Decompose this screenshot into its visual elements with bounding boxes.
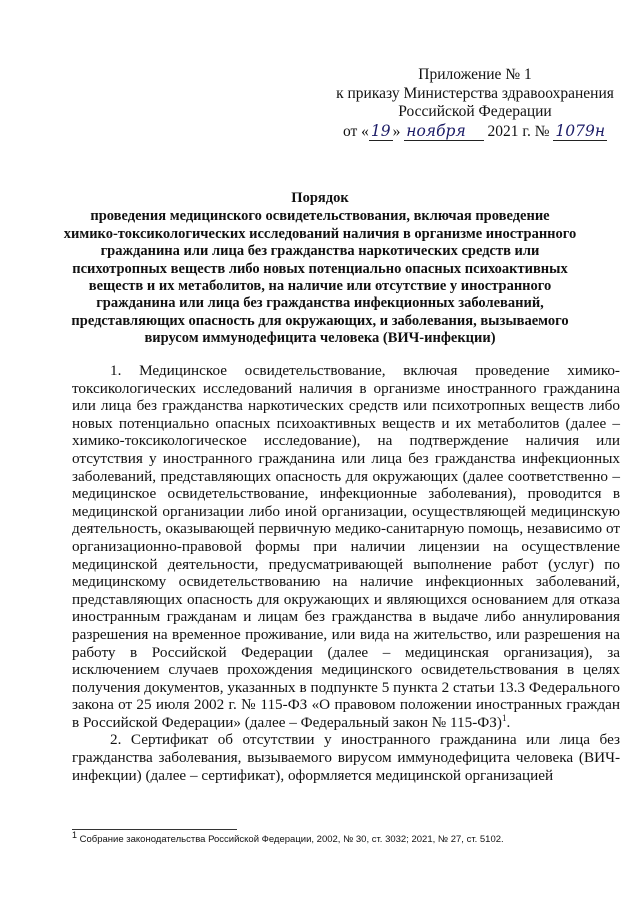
order-reference: к приказу Министерства здравоохранения bbox=[336, 84, 614, 102]
handwritten-day: 19 bbox=[370, 121, 391, 140]
title-line: гражданина или лица без гражданства инфекционных заболеваний, bbox=[96, 295, 544, 312]
title-word: Порядок bbox=[291, 190, 349, 206]
title-line: представляющих опасность для окружающих, и заболевания, вызываемого bbox=[71, 312, 569, 329]
title-line: гражданина или лица без гражданства наркотических средств или bbox=[100, 243, 540, 260]
footnote-marker: 1 bbox=[72, 829, 78, 840]
title-line: психотропных веществ либо новых потенциально опасных психоактивных bbox=[72, 260, 568, 277]
date-mid: » bbox=[392, 122, 401, 140]
document-body bbox=[72, 362, 620, 784]
title-line: веществ и их метаболитов, на наличие или отсутствие у иностранного bbox=[88, 278, 552, 295]
handwritten-order-number: 1079н bbox=[555, 121, 606, 140]
order-date-line bbox=[310, 122, 640, 142]
title-line: проведения медицинского освидетельствования, включая проведение bbox=[90, 208, 550, 225]
paragraph-1 bbox=[72, 362, 620, 731]
paragraph-1-end: . bbox=[506, 713, 511, 731]
footnote bbox=[72, 829, 620, 846]
title-line: вирусом иммунодефицита человека (ВИЧ-инфекции) bbox=[144, 330, 496, 347]
paragraph-2: 2. Сертификат об отсутствии у иностранного гражданина или лица без гражданства заболевания, вызываемого вирусом иммунодефицита человека (ВИЧ-инфекции) (далее – сертификат), оформляется медицинской организацией bbox=[72, 731, 620, 784]
footnote-ref: 1 bbox=[501, 712, 507, 723]
appendix-number: Приложение № 1 bbox=[418, 66, 532, 83]
footnote-divider bbox=[72, 829, 237, 830]
title-line: химико-токсикологических исследований наличия в организме иностранного bbox=[63, 225, 577, 242]
date-prefix: от « bbox=[342, 122, 369, 140]
paragraph-1-text: 1. Медицинское освидетельствование, включая проведение химико-токсикологических исследований наличия в организме иностранного гражданина или лица без гражданства наркотических средств или психотропных веществ либо новых потенциально опасных психоактивных веществ и их метаболитов (далее – химико-токсикологическое исследование), на подтверждение наличия или отсутствия у иностранного гражданина или лица без гражданства инфекционных заболеваний, представляющих опасность для окружающих (далее соответственно – медицинское освидетельствование, инфекционные заболевания), проводится в медицинской организации либо иной организации, осуществляющей медицинскую деятельность, оказывающей первичную медико-санитарную помощь, независимо от организационно-правовой формы при наличии лицензии на осуществление медицинской деятельности, предусматривающей выполнение работ (услуг) по медицинскому освидетельствованию на наличие инфекционных заболеваний, представляющих опасность для окружающих и являющихся основанием для отказа иностранным гражданам и лицам без гражданства в выдаче либо аннулирования разрешения на временное проживание, или вида на жительство, или разрешения на работу в Российской Федерации (далее – медицинская организация), за исключением случаев прохождения медицинского освидетельствования в целях получения документов, указанных в подпункте 5 пункта 2 статьи 13.3 Федерального закона от 25 июля 2002 г. № 115-ФЗ «О правовом положении иностранных граждан в Российской Федерации» (далее – Федеральный закон № 115-ФЗ) bbox=[72, 362, 620, 731]
country-name: Российской Федерации bbox=[398, 103, 552, 120]
appendix-header bbox=[310, 66, 640, 141]
handwritten-month: ноября bbox=[406, 121, 466, 140]
year-and-number-label: 2021 г. № bbox=[487, 122, 550, 140]
footnote-text: Собрание законодательства Российской Федерации, 2002, № 30, ст. 3032; 2021, № 27, ст. 5102. bbox=[77, 834, 504, 845]
document-title bbox=[60, 190, 580, 348]
